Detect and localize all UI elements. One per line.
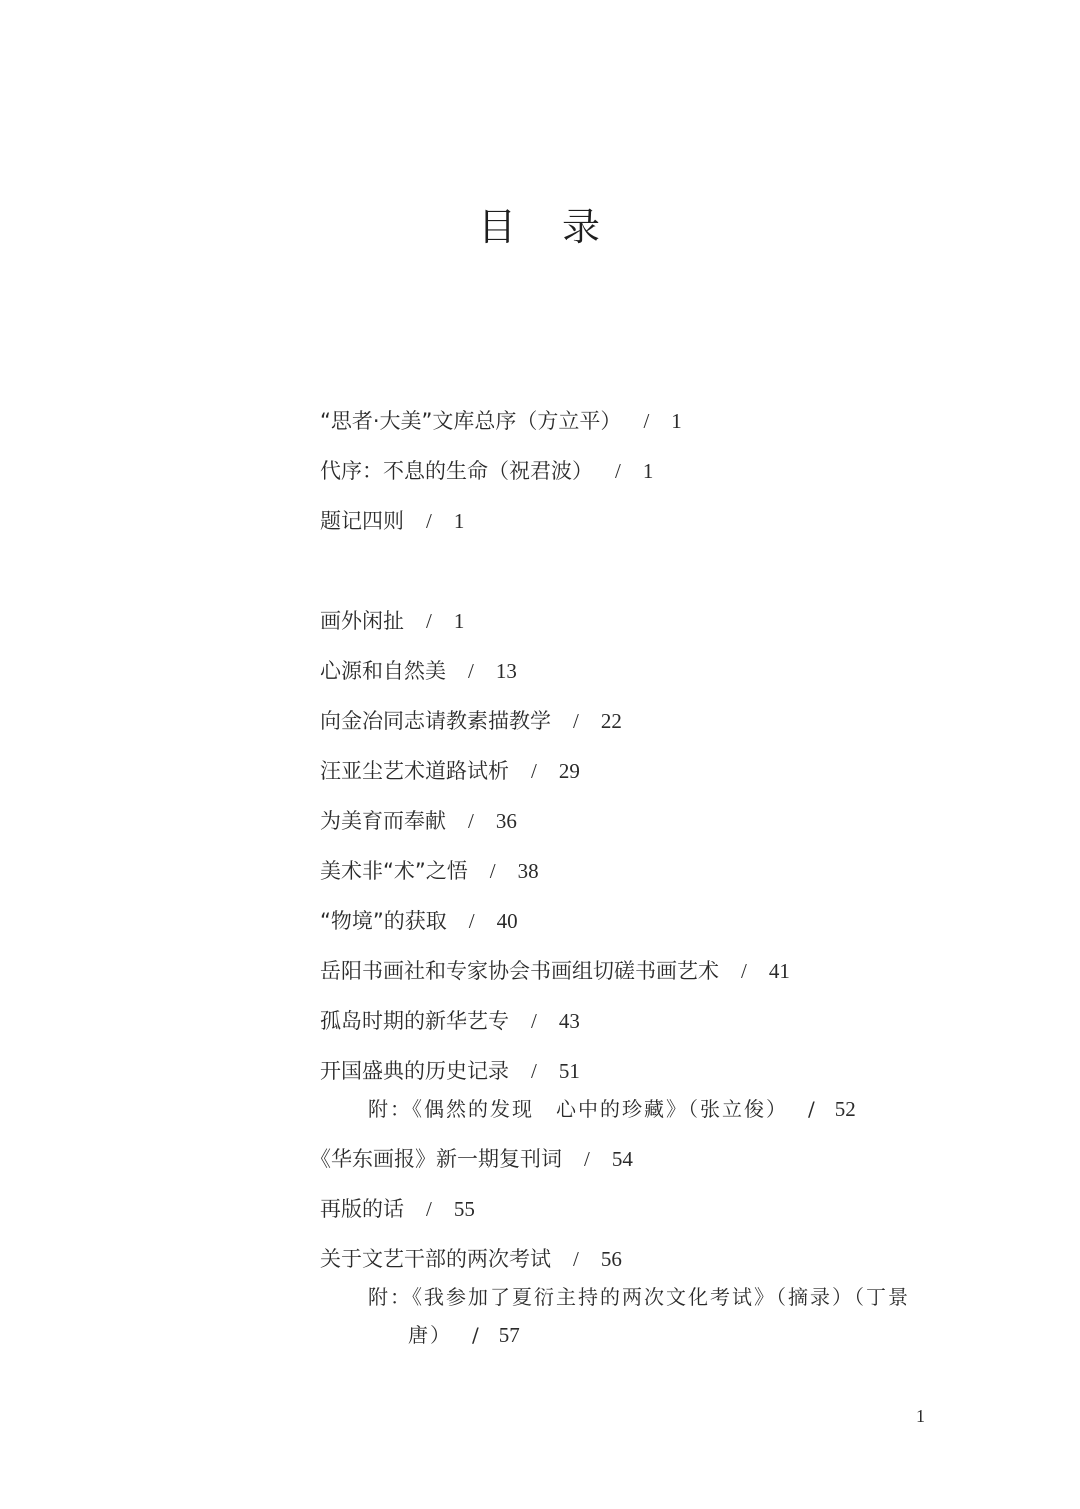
toc-entry-title: 心源和自然美 xyxy=(320,659,446,683)
toc-entry[interactable] xyxy=(320,956,790,986)
toc-page-number: 22 xyxy=(600,709,622,733)
toc-page-number: 41 xyxy=(768,959,790,983)
toc-entry[interactable] xyxy=(310,1144,633,1174)
toc-entry-title: 《华东画报》新一期复刊词 xyxy=(310,1147,562,1171)
toc-separator: / xyxy=(489,859,496,883)
toc-entry-title: 代序：不息的生命（祝君波） xyxy=(320,459,593,483)
toc-entry-title: “物境”的获取 xyxy=(320,909,447,933)
toc-entry[interactable] xyxy=(320,856,539,886)
toc-page-number: 56 xyxy=(600,1247,622,1271)
toc-separator: / xyxy=(531,1009,537,1033)
toc-page-number: 51 xyxy=(558,1059,580,1083)
toc-separator: / xyxy=(643,409,650,433)
toc-entry-title: 关于文艺干部的两次考试 xyxy=(320,1247,551,1271)
toc-separator: / xyxy=(531,759,537,783)
toc-separator: / xyxy=(573,709,579,733)
toc-entry[interactable] xyxy=(320,806,517,836)
toc-page-number: 40 xyxy=(496,909,518,933)
toc-separator: / xyxy=(472,1323,479,1347)
toc-separator: / xyxy=(615,459,621,483)
toc-page-number: 1 xyxy=(671,409,682,433)
toc-appendix-entry[interactable] xyxy=(368,1094,856,1124)
title-char-1: 目 xyxy=(477,205,518,249)
toc-entry-title: “思者·大美”文库总序（方立平） xyxy=(320,409,622,433)
toc-page-number: 55 xyxy=(453,1197,475,1221)
toc-separator: / xyxy=(531,1059,537,1083)
toc-entry[interactable] xyxy=(320,1194,475,1224)
toc-entry-title: 画外闲扯 xyxy=(320,609,404,633)
toc-separator: / xyxy=(468,809,474,833)
toc-entry[interactable] xyxy=(320,606,464,636)
toc-page-number: 43 xyxy=(558,1009,580,1033)
toc-entry-title: 开国盛典的历史记录 xyxy=(320,1059,509,1083)
page-number: 1 xyxy=(916,1406,925,1426)
page-title xyxy=(0,196,1080,251)
toc-separator: / xyxy=(468,909,475,933)
toc-entry-title: 为美育而奉献 xyxy=(320,809,446,833)
toc-entry-title: 汪亚尘艺术道路试析 xyxy=(320,759,509,783)
toc-entry[interactable] xyxy=(320,1056,580,1086)
toc-entry-title: 题记四则 xyxy=(320,509,404,533)
toc-entry[interactable] xyxy=(320,1244,622,1274)
toc-entry-title: 再版的话 xyxy=(320,1197,404,1221)
toc-entry-title: 附：《我参加了夏衍主持的两次文化考试》（摘录）（丁景 xyxy=(368,1285,910,1309)
toc-entry[interactable] xyxy=(320,756,580,786)
toc-page-number: 57 xyxy=(498,1323,520,1347)
toc-entry-title: 向金冶同志请教素描教学 xyxy=(320,709,551,733)
toc-page-number: 29 xyxy=(558,759,580,783)
toc-page-number: 36 xyxy=(495,809,517,833)
toc-separator: / xyxy=(426,609,432,633)
toc-appendix-entry-continuation[interactable] xyxy=(408,1320,520,1350)
toc-separator: / xyxy=(573,1247,579,1271)
toc-entry[interactable] xyxy=(320,406,682,436)
toc-entry-title-continued: 唐） xyxy=(408,1323,452,1347)
toc-separator: / xyxy=(426,509,432,533)
toc-page-number: 1 xyxy=(642,459,654,483)
toc-entry[interactable] xyxy=(320,456,653,486)
toc-page-number: 52 xyxy=(834,1097,856,1121)
toc-separator: / xyxy=(468,659,474,683)
toc-page-number: 38 xyxy=(517,859,539,883)
toc-entry[interactable] xyxy=(320,506,464,536)
toc-separator: / xyxy=(741,959,747,983)
toc-entry-title: 岳阳书画社和专家协会书画组切磋书画艺术 xyxy=(320,959,719,983)
toc-entry-title: 附：《偶然的发现 心中的珍藏》（张立俊） xyxy=(368,1097,788,1121)
toc-separator: / xyxy=(808,1097,815,1121)
toc-entry[interactable] xyxy=(320,1006,580,1036)
toc-separator: / xyxy=(426,1197,432,1221)
toc-page-number: 1 xyxy=(453,609,465,633)
toc-entry-title: 孤岛时期的新华艺专 xyxy=(320,1009,509,1033)
toc-entry[interactable] xyxy=(320,906,518,936)
toc-separator: / xyxy=(584,1147,590,1171)
title-char-2: 录 xyxy=(562,205,603,249)
toc-entry[interactable] xyxy=(320,656,517,686)
toc-appendix-entry[interactable] xyxy=(368,1282,910,1312)
toc-entry-title: 美术非“术”之悟 xyxy=(320,859,468,883)
toc-entry[interactable] xyxy=(320,706,622,736)
toc-page-number: 13 xyxy=(495,659,517,683)
toc-page-number: 54 xyxy=(611,1147,633,1171)
toc-page-number: 1 xyxy=(453,509,465,533)
